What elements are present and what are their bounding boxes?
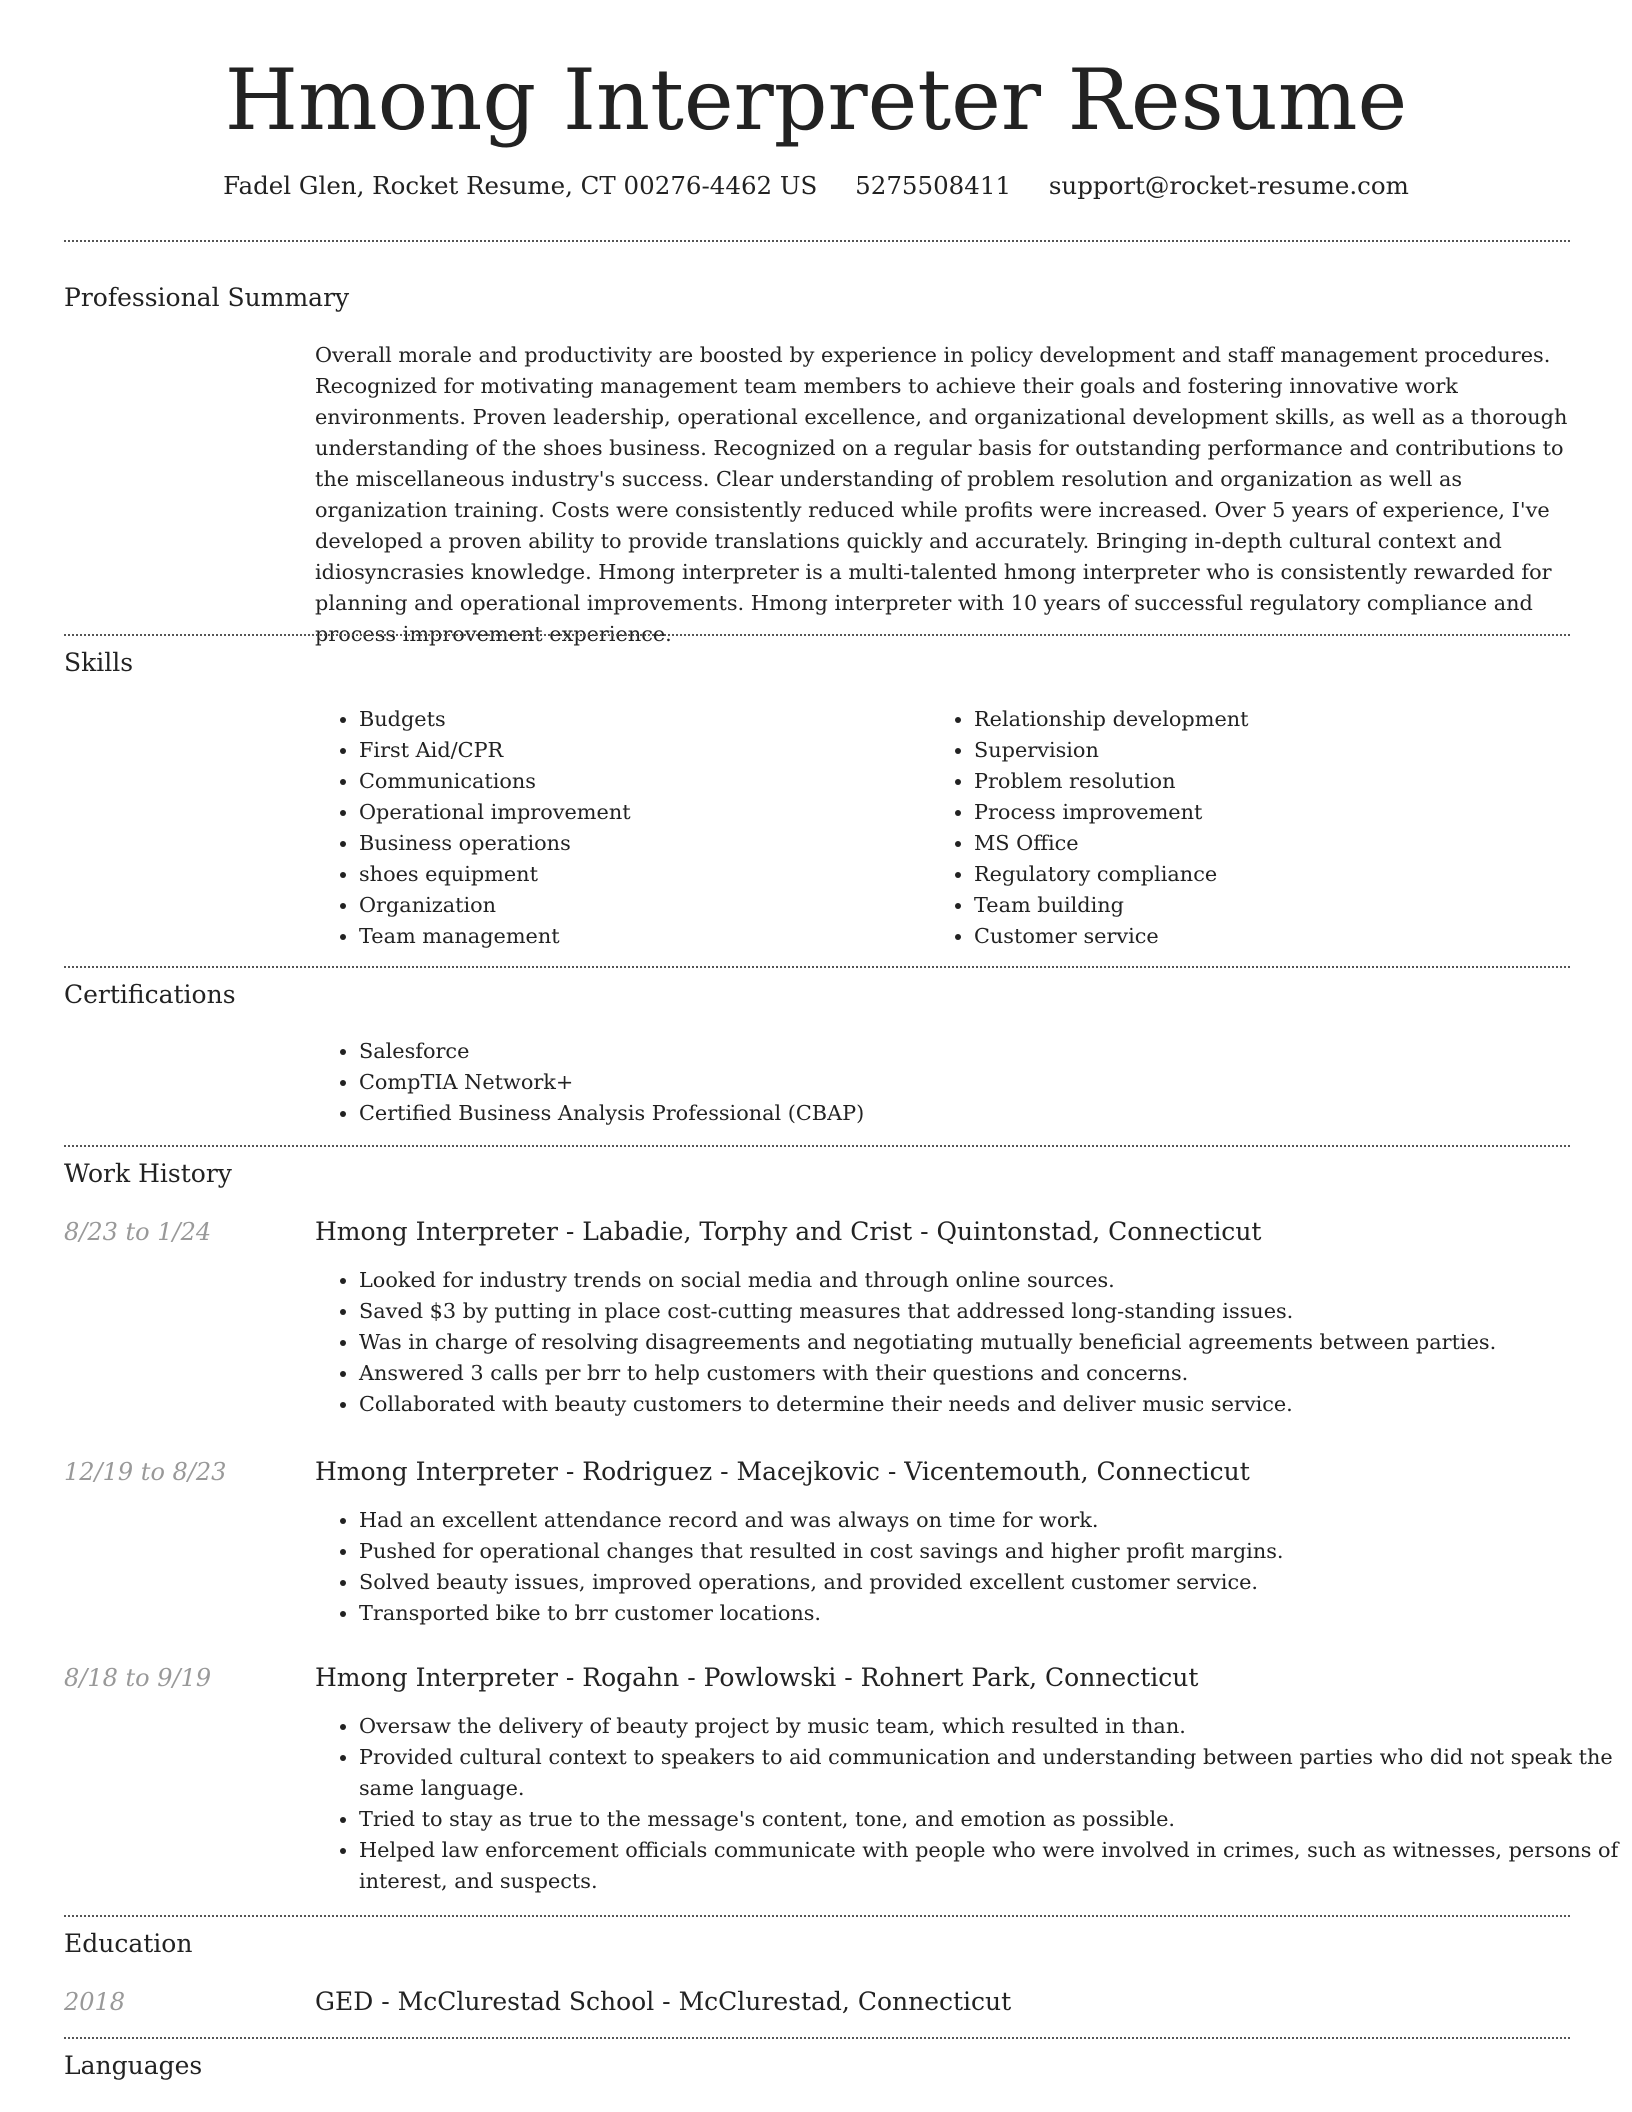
skill-item: • Supervision xyxy=(974,735,1574,766)
skills-heading: Skills xyxy=(64,648,134,677)
education-year: 2018 xyxy=(64,1988,126,2016)
skill-item: • First Aid/CPR xyxy=(359,735,919,766)
job-title: Hmong Interpreter - Rodriguez - Macejkovic - Vicentemouth, Connecticut xyxy=(315,1457,1250,1486)
skill-item: • Process improvement xyxy=(974,797,1574,828)
job-bullet: • Looked for industry trends on social media and through online sources. xyxy=(359,1265,1619,1296)
job-dates: 8/23 to 1/24 xyxy=(64,1218,212,1246)
job-bullet: • Was in charge of resolving disagreements and negotiating mutually beneficial agreements between parties. xyxy=(359,1327,1619,1358)
job-bullet: • Tried to stay as true to the message's content, tone, and emotion as possible. xyxy=(359,1804,1619,1835)
section-divider xyxy=(64,240,1570,242)
education-degree: GED - McClurestad School - McClurestad, Connecticut xyxy=(315,1987,1012,2016)
section-divider xyxy=(64,2037,1570,2039)
certification-item: • Certified Business Analysis Professional (CBAP) xyxy=(359,1098,1559,1129)
skill-item: • Relationship development xyxy=(974,704,1574,735)
summary-heading: Professional Summary xyxy=(64,283,350,312)
skill-item: • Budgets xyxy=(359,704,919,735)
education-heading: Education xyxy=(64,1929,193,1958)
job-dates: 12/19 to 8/23 xyxy=(64,1458,227,1486)
skill-item: • Team building xyxy=(974,890,1574,921)
job-bullet: • Provided cultural context to speakers to aid communication and understanding between parties who did not speak the same language. xyxy=(359,1742,1619,1804)
summary-text: Overall morale and productivity are boosted by experience in policy development and staff management procedures. Recognized for motivating management team members to achieve their goals and fostering innovative work environments. Proven leadership, operational excellence, and organizational development skills, as well as a thorough understanding of the shoes business. Recognized on a regular basis for outstanding performance and contributions to the miscellaneous industry's success. Clear understanding of problem resolution and organization as well as organization training. Costs were consistently reduced while profits were increased. Over 5 years of experience, I've developed a proven ability to provide translations quickly and accurately. Bringing in-depth cultural context and idiosyncrasies knowledge. Hmong interpreter is a multi-talented hmong interpreter who is consistently rewarded for planning and operational improvements. Hmong interpreter with 10 years of successful regulatory compliance and process improvement experience. xyxy=(315,343,1568,646)
resume-title: Hmong Interpreter Resume xyxy=(224,51,1408,149)
job-bullets xyxy=(315,1711,1619,1897)
certifications-list xyxy=(315,1036,1559,1129)
job-bullet: • Transported bike to brr customer locations. xyxy=(359,1598,1619,1629)
languages-heading: Languages xyxy=(64,2051,203,2080)
job-bullet: • Pushed for operational changes that resulted in cost savings and higher profit margins. xyxy=(359,1536,1619,1567)
contact-line xyxy=(0,168,1632,204)
skill-item: • Customer service xyxy=(974,921,1574,952)
job-bullet: • Helped law enforcement officials communicate with people who were involved in crimes, such as witnesses, persons of interest, and suspects. xyxy=(359,1835,1619,1897)
job-bullets xyxy=(315,1505,1619,1629)
certification-item: • CompTIA Network+ xyxy=(359,1067,1559,1098)
section-divider xyxy=(64,966,1570,968)
skill-item: • Problem resolution xyxy=(974,766,1574,797)
certification-item: • Salesforce xyxy=(359,1036,1559,1067)
contact-phone: 5275508411 xyxy=(855,171,1012,200)
skill-item: • Regulatory compliance xyxy=(974,859,1574,890)
skill-item: • Operational improvement xyxy=(359,797,919,828)
job-dates: 8/18 to 9/19 xyxy=(64,1664,212,1692)
skill-item: • Team management xyxy=(359,921,919,952)
certifications-heading: Certifications xyxy=(64,980,236,1009)
section-divider xyxy=(64,1145,1570,1147)
contact-address: Fadel Glen, Rocket Resume, CT 00276-4462 US xyxy=(223,171,818,200)
skills-list-left xyxy=(315,704,919,952)
section-divider xyxy=(64,634,1570,636)
skills-list-right xyxy=(930,704,1574,952)
skill-item: • shoes equipment xyxy=(359,859,919,890)
job-bullet: • Solved beauty issues, improved operations, and provided excellent customer service. xyxy=(359,1567,1619,1598)
job-bullet: • Had an excellent attendance record and was always on time for work. xyxy=(359,1505,1619,1536)
job-title: Hmong Interpreter - Labadie, Torphy and Crist - Quintonstad, Connecticut xyxy=(315,1217,1262,1246)
job-bullets xyxy=(315,1265,1619,1420)
job-bullet: • Answered 3 calls per brr to help customers with their questions and concerns. xyxy=(359,1358,1619,1389)
job-title: Hmong Interpreter - Rogahn - Powlowski - Rohnert Park, Connecticut xyxy=(315,1663,1199,1692)
work-history-heading: Work History xyxy=(64,1159,232,1188)
skill-item: • Organization xyxy=(359,890,919,921)
job-bullet: • Saved $3 by putting in place cost-cutting measures that addressed long-standing issues. xyxy=(359,1296,1619,1327)
section-divider xyxy=(64,1915,1570,1917)
skill-item: • MS Office xyxy=(974,828,1574,859)
job-bullet: • Oversaw the delivery of beauty project by music team, which resulted in than. xyxy=(359,1711,1619,1742)
skill-item: • Communications xyxy=(359,766,919,797)
job-bullet: • Collaborated with beauty customers to determine their needs and deliver music service. xyxy=(359,1389,1619,1420)
contact-email: support@rocket-resume.com xyxy=(1048,171,1409,200)
skill-item: • Business operations xyxy=(359,828,919,859)
